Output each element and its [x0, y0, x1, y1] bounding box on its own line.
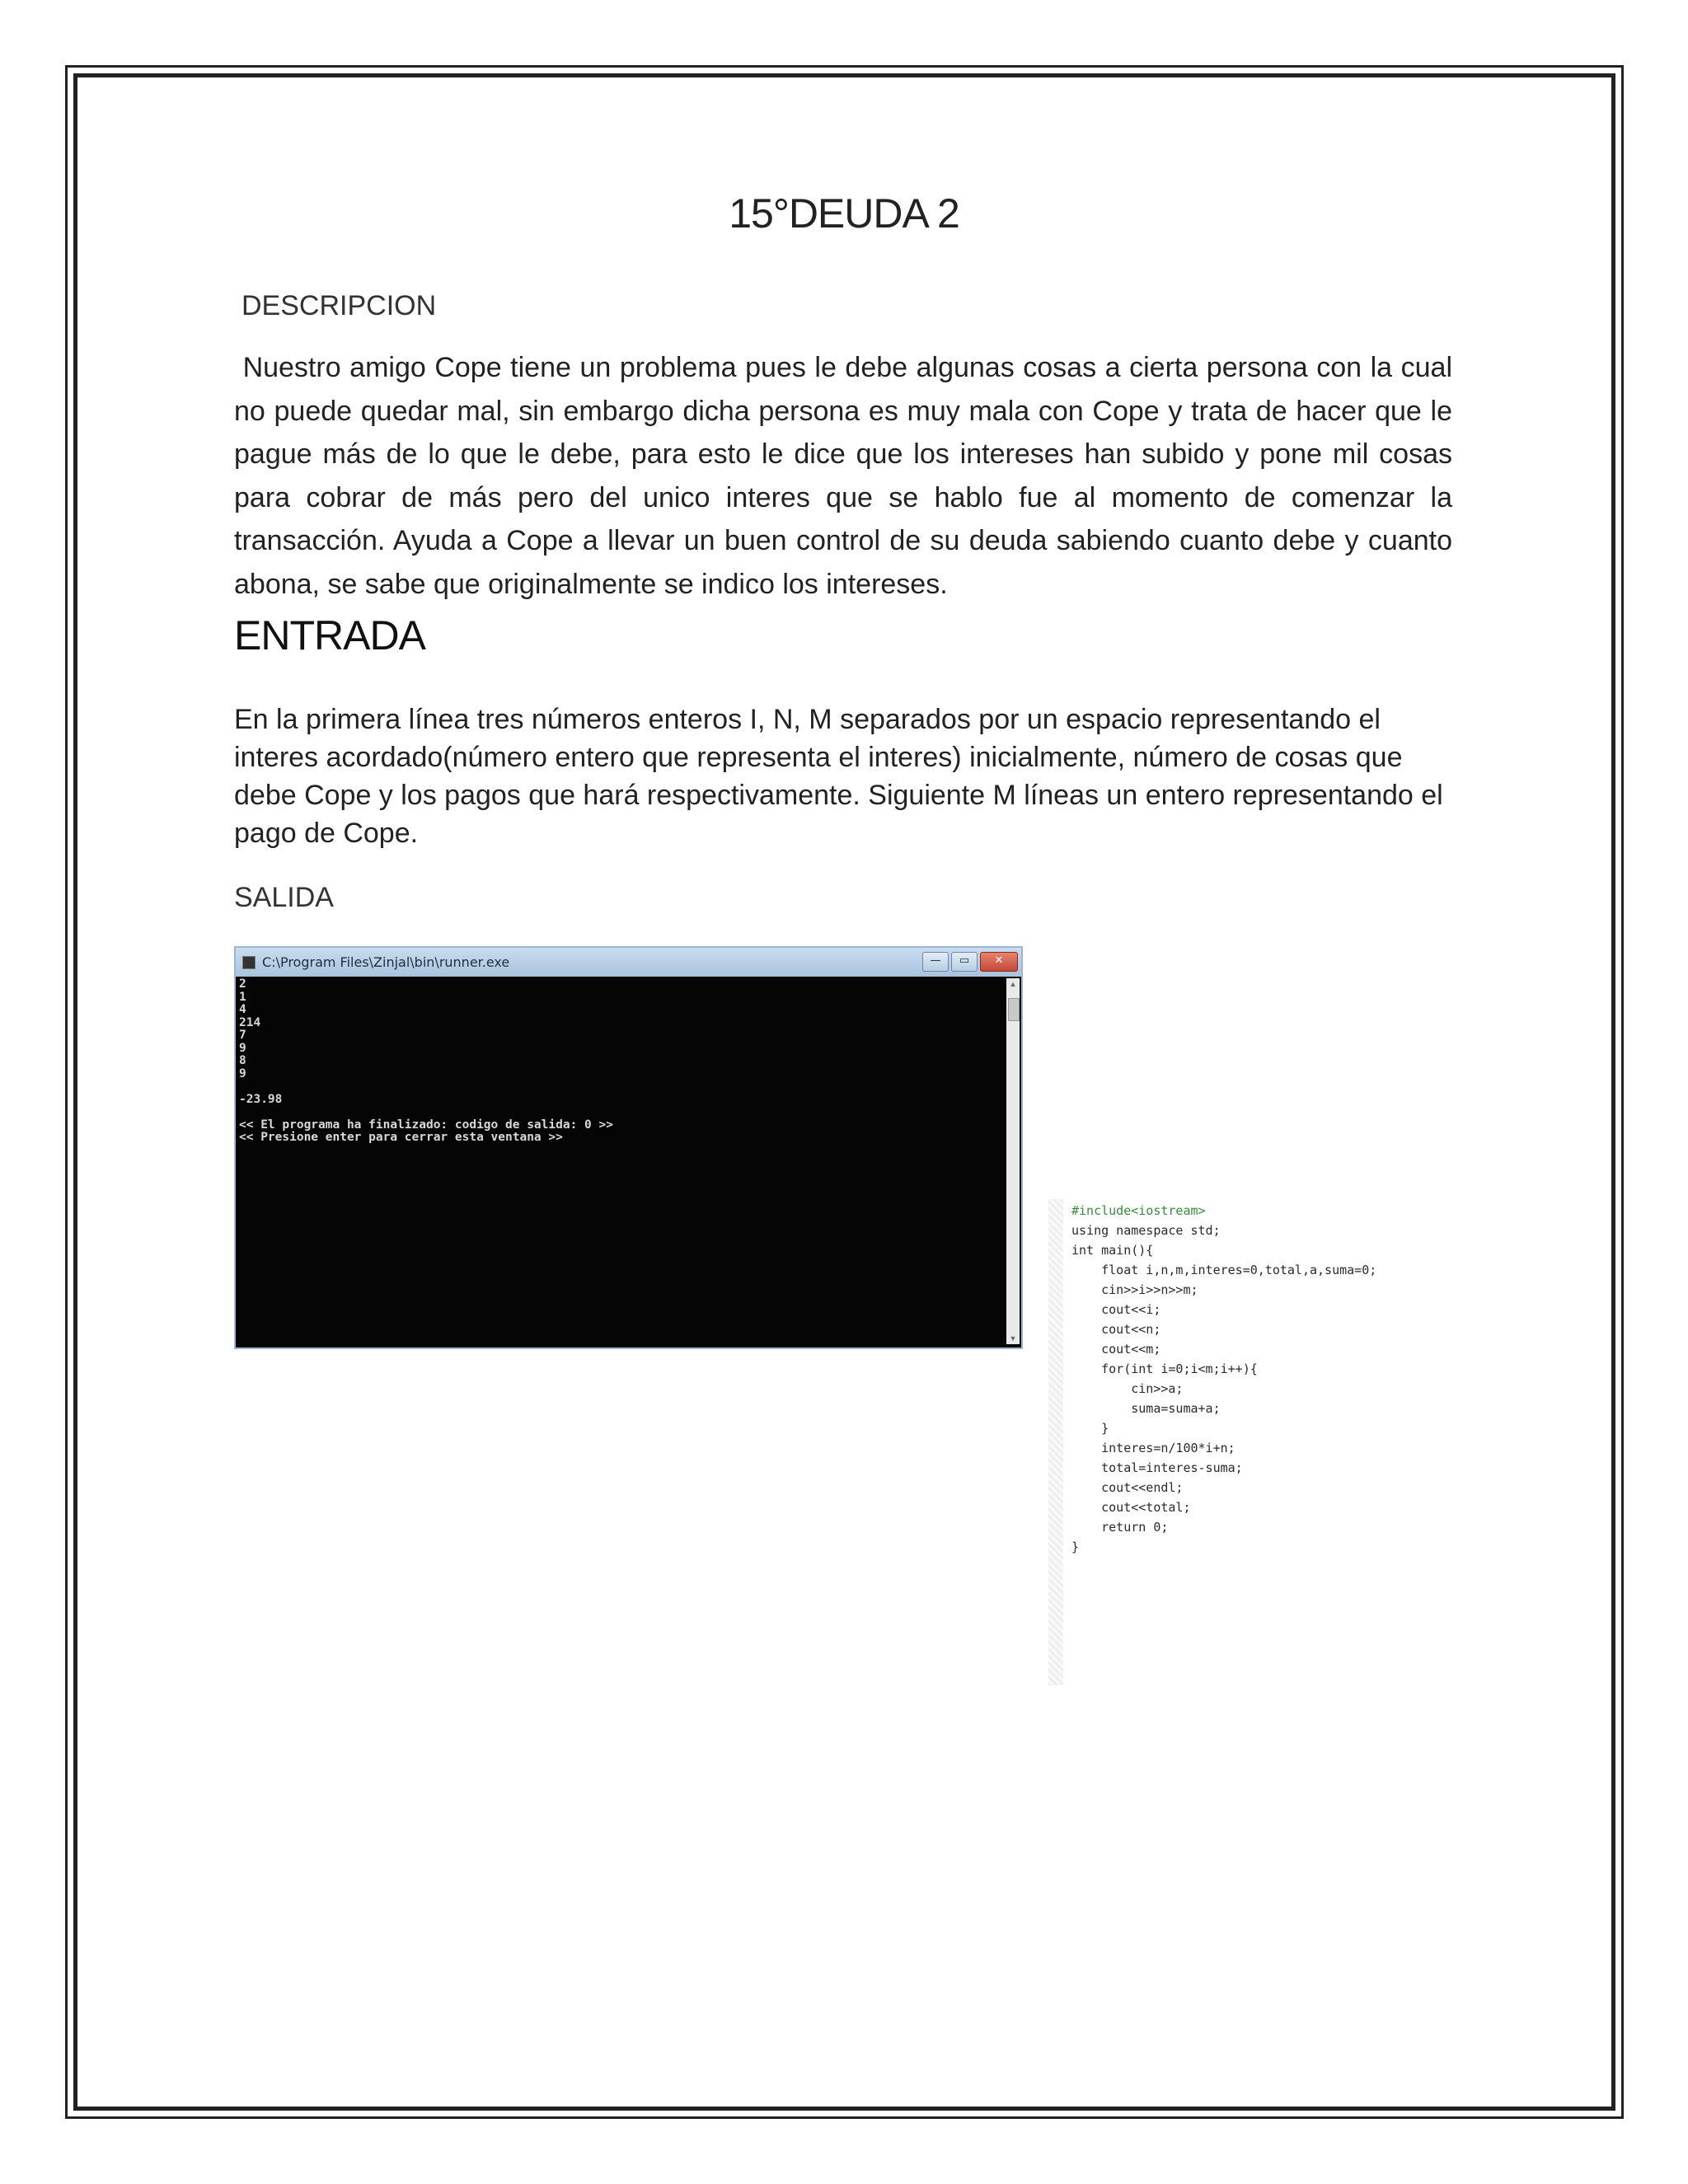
code-line: return 0; — [1071, 1520, 1169, 1535]
code-editor-snippet — [1048, 1199, 1477, 1685]
code-line: cout<<m; — [1071, 1342, 1161, 1357]
console-output-line: 2 — [239, 978, 246, 991]
salida-label: SALIDA — [234, 882, 334, 913]
code-line: using namespace std; — [1071, 1223, 1221, 1238]
console-output-line: 4 — [239, 1003, 246, 1016]
code-line: cin>>i>>n>>m; — [1071, 1282, 1198, 1297]
scroll-down-icon[interactable]: ▼ — [1009, 1334, 1017, 1343]
console-output-line: 214 — [239, 1015, 261, 1029]
code-line: cout<<i; — [1071, 1302, 1161, 1317]
code-line: suma=suma+a; — [1071, 1401, 1221, 1416]
descripcion-text — [234, 346, 1452, 606]
console-output — [239, 978, 1005, 1344]
code-line: interes=n/100*i+n; — [1071, 1441, 1236, 1455]
code-line: total=interes-suma; — [1071, 1460, 1243, 1475]
entrada-text: En la primera línea tres números enteros I, N, M separados por un espacio representando el interes acordado(número entero que representa el interes) inicialmente, número de cosas que debe Cope y los pagos que hará respectivamente. Siguiente M líneas un entero representando el pago de Cope. — [234, 704, 1443, 849]
console-output-line — [239, 1106, 1005, 1119]
scrollbar-thumb[interactable] — [1008, 998, 1020, 1021]
console-output-line: 1 — [239, 990, 246, 1004]
code-line: cout<<endl; — [1071, 1480, 1184, 1495]
console-scrollbar[interactable] — [1006, 978, 1020, 1344]
code-gutter — [1048, 1199, 1063, 1685]
console-output-line: -23.98 — [239, 1092, 283, 1106]
code-lines — [1071, 1201, 1376, 1557]
entrada-heading: ENTRADA — [234, 612, 425, 658]
code-line: cout<<total; — [1071, 1500, 1191, 1515]
close-button[interactable]: ✕ — [980, 952, 1018, 972]
page-title: 15°DEUDA 2 — [729, 190, 959, 237]
console-window-title: C:\Program Files\Zinjal\bin\runner.exe — [262, 954, 510, 970]
scroll-up-icon[interactable]: ▲ — [1009, 980, 1017, 988]
window-controls — [922, 952, 1018, 972]
console-output-line — [239, 1080, 1005, 1094]
code-line: cin>>a; — [1071, 1381, 1184, 1396]
console-output-line: 9 — [239, 1041, 246, 1055]
code-line: } — [1071, 1421, 1109, 1436]
code-line: int main(){ — [1071, 1243, 1154, 1258]
console-window[interactable] — [234, 946, 1023, 1349]
minimize-button[interactable]: — — [922, 952, 949, 972]
descripcion-label: DESCRIPCION — [241, 290, 437, 321]
console-app-icon — [242, 956, 256, 969]
console-output-line: 8 — [239, 1054, 246, 1067]
code-line: } — [1071, 1540, 1080, 1554]
console-output-line: << El programa ha finalizado: codigo de salida: 0 >> — [239, 1118, 613, 1132]
code-line: for(int i=0;i<m;i++){ — [1071, 1361, 1258, 1376]
console-output-line: << Presione enter para cerrar esta ventana >> — [239, 1131, 563, 1144]
code-line: cout<<n; — [1071, 1322, 1161, 1337]
console-output-line: 9 — [239, 1066, 246, 1080]
code-line: float i,n,m,interes=0,total,a,suma=0; — [1071, 1263, 1377, 1277]
descripcion-paragraph: Nuestro amigo Cope tiene un problema pues le debe algunas cosas a cierta persona con la cual no puede quedar mal, sin embargo dicha persona es muy mala con Cope y trata de hacer que le pague más de lo que le debe, para esto le dice que los intereses han subido y pone mil cosas para cobrar de más pero del unico interes que se hablo fue al momento de comenzar la transacción. Ayuda a Cope a llevar un buen control de su deuda sabiendo cuanto debe y cuanto abona, se sabe que originalmente se indico los intereses. — [234, 352, 1452, 600]
console-output-line: 7 — [239, 1029, 246, 1042]
console-titlebar[interactable] — [236, 948, 1021, 977]
code-line: #include<iostream> — [1071, 1203, 1206, 1218]
maximize-button[interactable]: ▭ — [951, 952, 978, 972]
